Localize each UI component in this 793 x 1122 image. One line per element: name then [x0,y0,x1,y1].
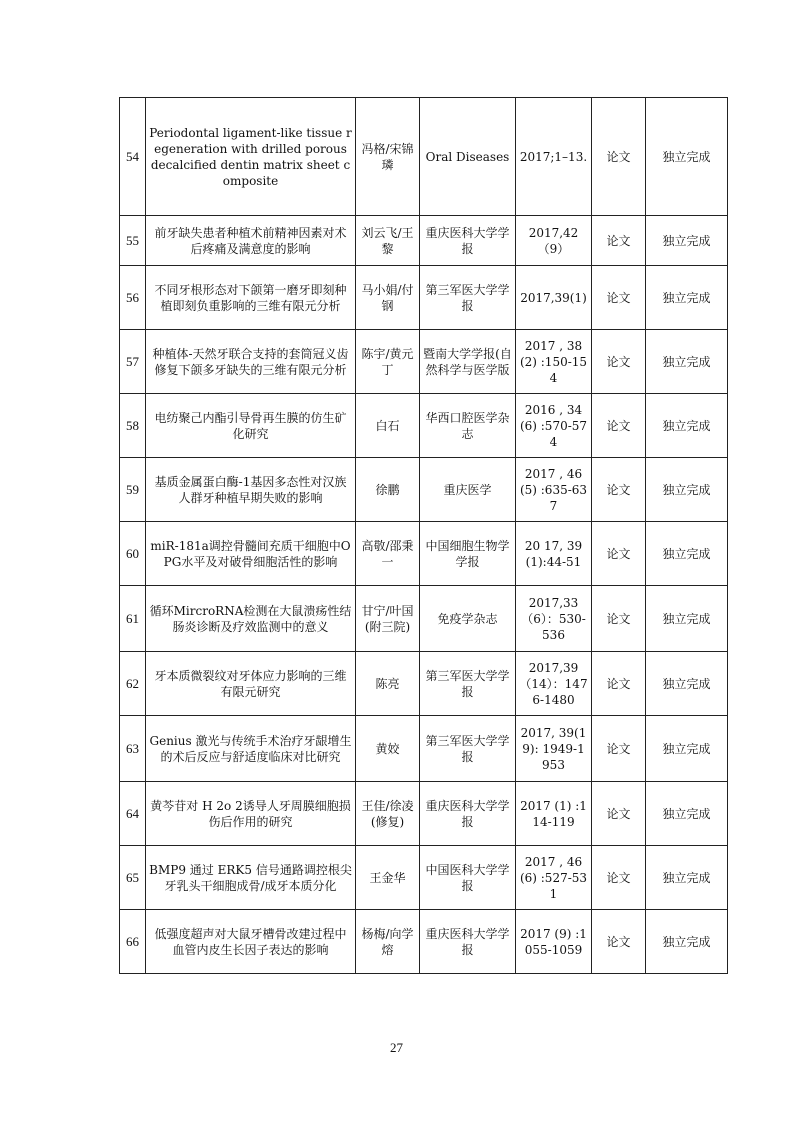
journal-name: 中国细胞生物学学报 [420,522,516,586]
authors: 马小娟/付钢 [356,266,420,330]
publication-info: 2017 (1) :114-119 [516,782,592,846]
table-row [120,266,728,330]
output-type: 论文 [592,522,646,586]
completion-status: 独立完成 [646,330,728,394]
completion-status: 独立完成 [646,266,728,330]
journal-name: 中国医科大学学报 [420,846,516,910]
authors: 白石 [356,394,420,458]
row-number: 65 [120,846,146,910]
completion-status: 独立完成 [646,216,728,266]
paper-title: 低强度超声对大鼠牙槽骨改建过程中血管内皮生长因子表达的影响 [146,910,356,974]
row-number: 56 [120,266,146,330]
paper-title: BMP9 通过 ERK5 信号通路调控根尖牙乳头干细胞成骨/成牙本质分化 [146,846,356,910]
table-body [120,98,728,974]
paper-title: 种植体-天然牙联合支持的套筒冠义齿修复下颌多牙缺失的三维有限元分析 [146,330,356,394]
output-type: 论文 [592,330,646,394]
output-type: 论文 [592,652,646,716]
paper-title: 不同牙根形态对下颌第一磨牙即刻种植即刻负重影响的三维有限元分析 [146,266,356,330]
output-type: 论文 [592,458,646,522]
journal-name: 免疫学杂志 [420,586,516,652]
completion-status: 独立完成 [646,652,728,716]
paper-title: 黄芩苷对 H 2o 2诱导人牙周膜细胞损伤后作用的研究 [146,782,356,846]
table-row [120,522,728,586]
output-type: 论文 [592,846,646,910]
publication-info: 2016 , 34 (6) :570-574 [516,394,592,458]
table-row [120,458,728,522]
authors: 陈亮 [356,652,420,716]
table-row [120,846,728,910]
completion-status: 独立完成 [646,716,728,782]
journal-name: 重庆医科大学学报 [420,910,516,974]
completion-status: 独立完成 [646,394,728,458]
table-row [120,216,728,266]
completion-status: 独立完成 [646,846,728,910]
row-number: 59 [120,458,146,522]
journal-name: 华西口腔医学杂志 [420,394,516,458]
row-number: 55 [120,216,146,266]
table-row [120,586,728,652]
table-row [120,330,728,394]
journal-name: 暨南大学学报(自然科学与医学版 [420,330,516,394]
table-row [120,652,728,716]
publication-info: 2017 (9) :1055-1059 [516,910,592,974]
paper-title: Periodontal ligament-like tissue regeneration with drilled porous decalcified dentin matrix sheet composite [146,98,356,216]
publication-info: 2017,33（6）：530-536 [516,586,592,652]
authors: 黄姣 [356,716,420,782]
table-row [120,716,728,782]
output-type: 论文 [592,98,646,216]
row-number: 62 [120,652,146,716]
journal-name: 第三军医大学学报 [420,716,516,782]
publication-info: 2017,42（9） [516,216,592,266]
table-row [120,910,728,974]
publication-info: 2017 , 46 (6) :527-531 [516,846,592,910]
journal-name: 重庆医学 [420,458,516,522]
authors: 陈宇/黄元丁 [356,330,420,394]
completion-status: 独立完成 [646,586,728,652]
publication-info: 2017;1–13. [516,98,592,216]
authors: 王金华 [356,846,420,910]
row-number: 58 [120,394,146,458]
completion-status: 独立完成 [646,522,728,586]
output-type: 论文 [592,216,646,266]
authors: 杨梅/向学熔 [356,910,420,974]
publication-info: 2017 , 38 (2) :150-154 [516,330,592,394]
paper-title: 电纺聚己内酯引导骨再生膜的仿生矿化研究 [146,394,356,458]
authors: 徐鹏 [356,458,420,522]
journal-name: 第三军医大学学报 [420,652,516,716]
output-type: 论文 [592,716,646,782]
paper-title: 循环MircroRNA检测在大鼠溃疡性结肠炎诊断及疗效监测中的意义 [146,586,356,652]
paper-title: 牙本质微裂纹对牙体应力影响的三维有限元研究 [146,652,356,716]
output-type: 论文 [592,586,646,652]
journal-name: 重庆医科大学学报 [420,782,516,846]
journal-name: Oral Diseases [420,98,516,216]
paper-title: 基质金属蛋白酶-1基因多态性对汉族人群牙种植早期失败的影响 [146,458,356,522]
output-type: 论文 [592,266,646,330]
publications-table [119,97,728,974]
completion-status: 独立完成 [646,910,728,974]
row-number: 57 [120,330,146,394]
publication-info: 20 17, 39(1):44-51 [516,522,592,586]
table-row [120,394,728,458]
paper-title: Genius 激光与传统手术治疗牙龈增生的术后反应与舒适度临床对比研究 [146,716,356,782]
row-number: 54 [120,98,146,216]
row-number: 61 [120,586,146,652]
authors: 王佳/徐凌(修复) [356,782,420,846]
authors: 甘宁/叶国(附三院) [356,586,420,652]
authors: 刘云飞/王黎 [356,216,420,266]
publication-info: 2017,39(1) [516,266,592,330]
page-number: 27 [390,1040,403,1055]
completion-status: 独立完成 [646,782,728,846]
row-number: 63 [120,716,146,782]
journal-name: 重庆医科大学学报 [420,216,516,266]
output-type: 论文 [592,782,646,846]
row-number: 60 [120,522,146,586]
authors: 高敬/邵秉一 [356,522,420,586]
row-number: 66 [120,910,146,974]
table-row [120,98,728,216]
output-type: 论文 [592,910,646,974]
journal-name: 第三军医大学学报 [420,266,516,330]
paper-title: miR-181a调控骨髓间充质干细胞中OPG水平及对破骨细胞活性的影响 [146,522,356,586]
publication-info: 2017, 39(19): 1949-1953 [516,716,592,782]
paper-title: 前牙缺失患者种植术前精神因素对术后疼痛及满意度的影响 [146,216,356,266]
completion-status: 独立完成 [646,458,728,522]
publication-info: 2017 , 46 (5) :635-637 [516,458,592,522]
table-row [120,782,728,846]
output-type: 论文 [592,394,646,458]
completion-status: 独立完成 [646,98,728,216]
row-number: 64 [120,782,146,846]
authors: 冯格/宋锦璘 [356,98,420,216]
publication-info: 2017,39（14）：1476-1480 [516,652,592,716]
